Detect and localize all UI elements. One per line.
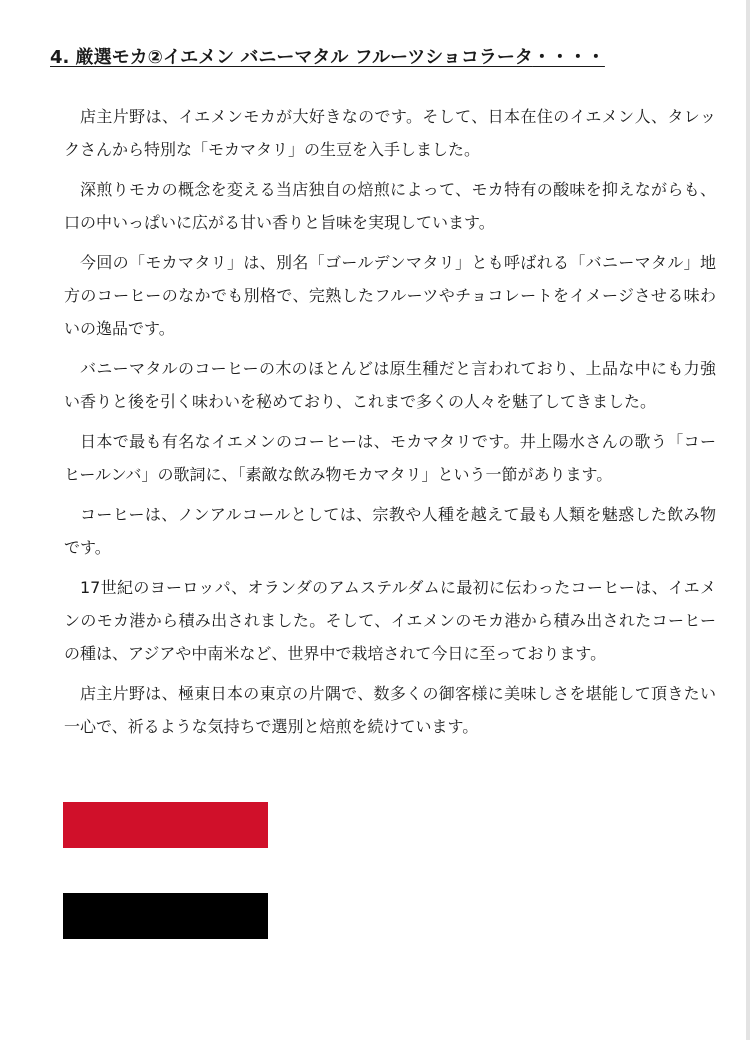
section-heading [50,44,605,72]
paragraph-4: バニーマタルのコーヒーの木のほとんどは原生種だと言われており、上品な中にも力強い香りと後を引く味わいを秘めており、これまで多くの人々を魅了してきました。 [64,359,716,411]
paragraph-2: 深煎りモカの概念を変える当店独自の焙煎によって、モカ特有の酸味を抑えながらも、口の中いっぱいに広がる甘い香りと旨味を実現しています。 [64,180,716,232]
paragraph-5: 日本で最も有名なイエメンのコーヒーは、モカマタリです。井上陽水さんの歌う「コーヒールンバ」の歌詞に、「素敵な飲み物モカマタリ」という一節があります。 [64,432,716,484]
flag-stripe-red [63,802,268,848]
article-body [64,100,716,750]
paragraph-7: 17世紀のヨーロッパ、オランダのアムステルダムに最初に伝わったコーヒーは、イエメンのモカ港から積み出されました。そして、イエメンのモカ港から積み出されたコーヒーの種は、アジアや中南米など、世界中で栽培されて今日に至っております。 [64,578,716,663]
yemen-flag-image [63,802,268,939]
page-edge [746,0,750,1040]
section-heading-text: 4. 厳選モカ②イエメン バニーマタル フルーツショコラータ [50,47,533,68]
paragraph-1: 店主片野は、イエメンモカが大好きなのです。そして、日本在住のイエメン人、タレックさんから特別な「モカマタリ」の生豆を入手しました。 [64,107,716,159]
paragraph-3: 今回の「モカマタリ」は、別名「ゴールデンマタリ」とも呼ばれる「バニーマタル」地方のコーヒーのなかでも別格で、完熟したフルーツやチョコレートをイメージさせる味わいの逸品です。 [64,253,716,338]
paragraph-8: 店主片野は、極東日本の東京の片隅で、数多くの御客様に美味しさを堪能して頂きたい一心で、祈るような気持ちで選別と焙煎を続けています。 [64,684,716,736]
paragraph-6: コーヒーは、ノンアルコールとしては、宗教や人種を越えて最も人類を魅惑した飲み物です。 [64,505,716,557]
flag-stripe-black [63,893,268,939]
flag-stripe-white [63,848,268,894]
section-heading-trailing-dots: ・・・・ [532,47,605,68]
